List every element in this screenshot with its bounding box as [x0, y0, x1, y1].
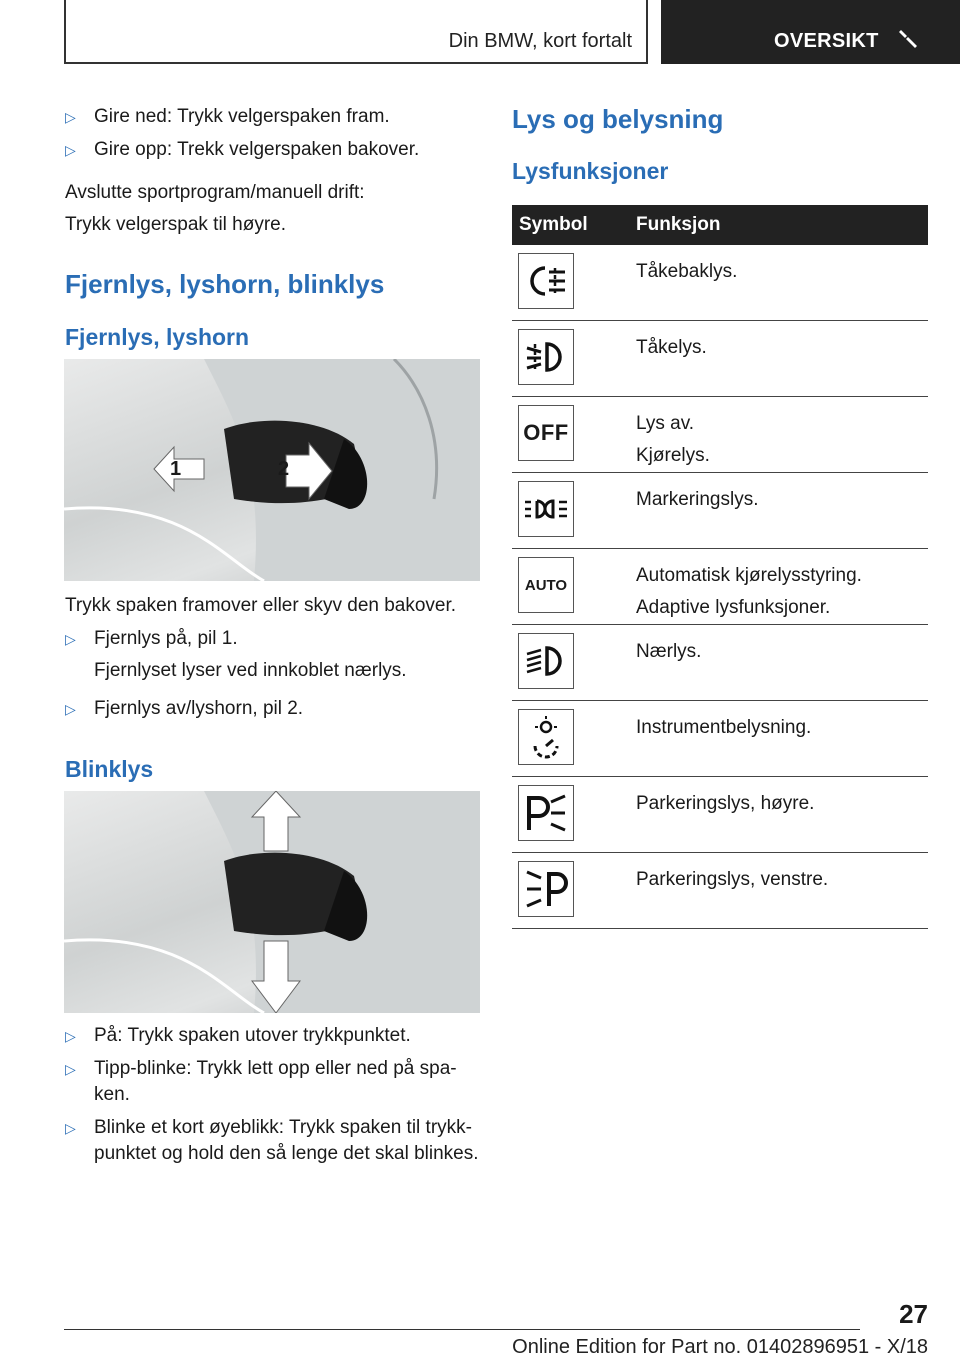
header-section-box	[64, 0, 648, 64]
header-tab-label: OVERSIKT	[774, 30, 879, 52]
subsection-heading: Lysfunksjoner	[512, 158, 669, 184]
triangle-bullet-icon: ▷	[65, 142, 76, 158]
triangle-bullet-icon: ▷	[65, 1028, 76, 1044]
paragraph: Trykk velgerspak til høyre.	[65, 214, 287, 235]
header-section-title: Din BMW, kort fortalt	[448, 30, 632, 52]
section-heading: Fjernlys, lyshorn, blinklys	[65, 269, 385, 299]
parking-light-left-icon	[518, 861, 574, 917]
light-functions-table	[512, 205, 928, 929]
function-text: Tåkebaklys.	[636, 261, 738, 282]
column-header-symbol: Symbol	[512, 205, 636, 245]
function-text: Parkeringslys, venstre.	[636, 869, 829, 890]
footer-divider	[64, 1329, 860, 1330]
triangle-bullet-icon: ▷	[65, 701, 76, 717]
page-number: 27	[899, 1299, 928, 1329]
function-text: Markeringslys.	[636, 489, 759, 510]
photo-label-2: 2	[278, 458, 290, 480]
header-tab[interactable]	[661, 0, 960, 64]
function-text: Tåkelys.	[636, 337, 707, 358]
paragraph: Avslutte sportprogram/manuell drift:	[65, 182, 365, 203]
left-column-top	[65, 104, 480, 351]
function-text: Automatisk kjørelysstyring.	[636, 565, 862, 586]
function-text: Adaptive lysfunksjoner.	[636, 597, 831, 618]
left-column-mid	[65, 590, 480, 783]
triangle-bullet-icon: ▷	[65, 1061, 76, 1077]
rear-fog-light-icon	[518, 253, 574, 309]
table-row	[512, 549, 928, 625]
table-row	[512, 397, 928, 473]
subsection-heading: Blinklys	[65, 756, 154, 782]
table-row	[512, 777, 928, 853]
column-header-function: Funksjon	[636, 205, 928, 245]
function-text: Lys av.	[636, 413, 695, 434]
low-beam-icon	[518, 633, 574, 689]
side-lights-icon	[518, 481, 574, 537]
list-item: ▷ Blinke et kort øyeblikk: Trykk spaken til trykk-punktet og hold den så lenge det skal blinkes.	[65, 1117, 479, 1164]
list-item: ▷ På: Trykk spaken utover trykkpunktet.	[65, 1023, 480, 1049]
function-text: Kjørelys.	[636, 445, 710, 466]
function-text: Nærlys.	[636, 641, 702, 662]
lights-off-icon: OFF	[518, 405, 574, 461]
list-item: ▷ Gire ned: Trykk velgerspaken fram.	[65, 104, 480, 130]
photo-label-1: 1	[170, 458, 182, 480]
table-row	[512, 245, 928, 321]
front-fog-light-icon	[518, 329, 574, 385]
function-text: Parkeringslys, høyre.	[636, 793, 815, 814]
list-item: ▷ Tipp-blinke: Trykk lett opp eller ned på spa-ken.	[65, 1058, 457, 1105]
parking-light-right-icon	[518, 785, 574, 841]
table-row	[512, 625, 928, 701]
triangle-bullet-icon: ▷	[65, 109, 76, 125]
footer-edition: Online Edition for Part no. 01402896951 - X/18	[512, 1336, 928, 1358]
triangle-bullet-icon: ▷	[65, 1120, 76, 1136]
left-column-bottom	[65, 1023, 480, 1174]
list-item: ▷ Gire opp: Trekk velgerspaken bakover.	[65, 137, 480, 163]
subsection-heading: Fjernlys, lyshorn	[65, 324, 250, 350]
stalk-photo-high-beam	[64, 359, 480, 581]
table-row	[512, 701, 928, 777]
list-item: ▷ Fjernlys på, pil 1. Fjernlyset lyser ved innkoblet nærlys.	[65, 626, 480, 684]
table-row	[512, 321, 928, 397]
wrench-icon	[897, 28, 919, 50]
table-row	[512, 473, 928, 549]
photo-caption: Trykk spaken framover eller skyv den bakover.	[65, 595, 457, 616]
auto-lights-icon: AUTO	[518, 557, 574, 613]
table-row	[512, 853, 928, 929]
triangle-bullet-icon: ▷	[65, 631, 76, 647]
instrument-lighting-icon	[518, 709, 574, 765]
stalk-photo-turn-signal	[64, 791, 480, 1013]
function-text: Instrumentbelysning.	[636, 717, 812, 738]
list-item-sub: Fjernlyset lyser ved innkoblet nærlys.	[94, 660, 407, 681]
section-heading: Lys og belysning	[512, 104, 724, 134]
list-item: ▷ Fjernlys av/lyshorn, pil 2.	[65, 696, 480, 722]
